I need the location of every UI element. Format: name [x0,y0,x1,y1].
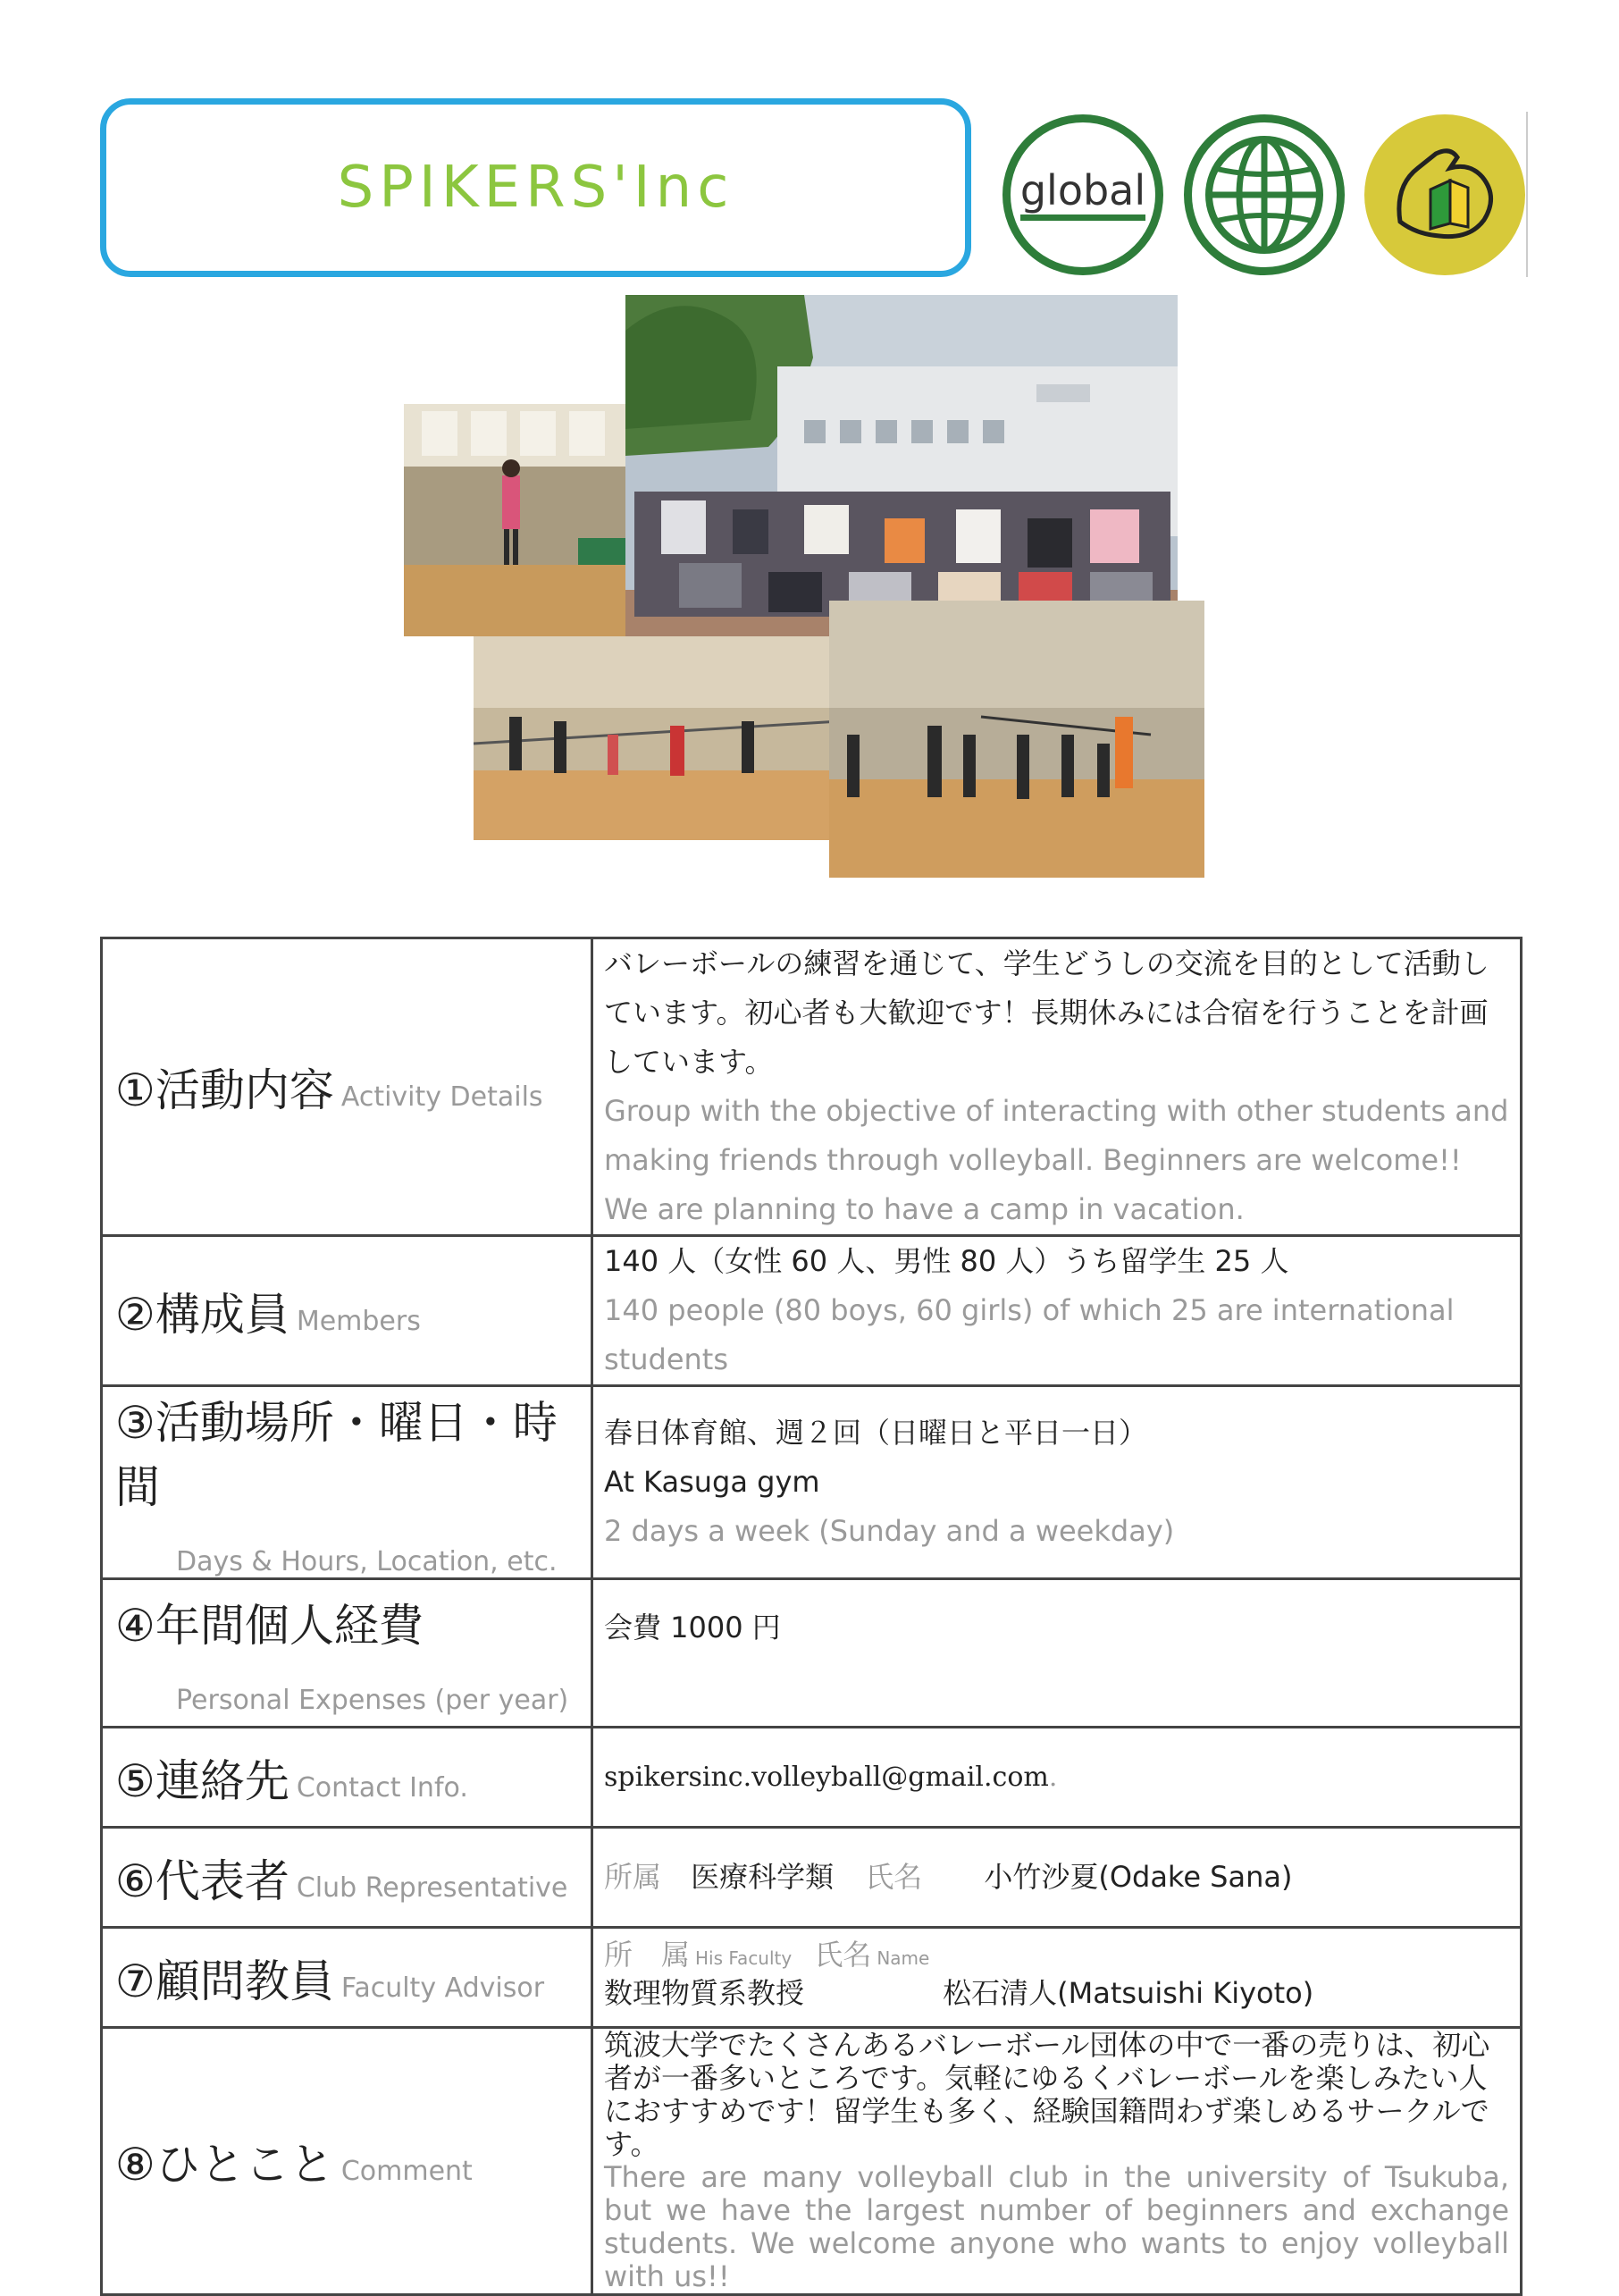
advisor-name: 松石清人(Matsuishi Kiyoto) [943,1975,1314,2010]
row-label [102,1386,592,1579]
table-row [102,1928,1522,2028]
activity-text-en: Group with the objective of interacting with other students and making friends through volleyball. Beginners are welcome!! We are planning to have a camp in vacation. [604,1094,1509,1226]
row-label-jp: 活動内容 [155,1064,334,1116]
photo-gym-match [829,601,1204,878]
row-label-en: Comment [340,2156,473,2187]
global-badge-text: global [1020,170,1145,221]
club-title: SPIKERS'Inc [337,155,734,221]
row-content [592,1579,1522,1728]
divider-line [1526,112,1528,277]
affiliation-label: 所 属 [604,1937,691,1972]
name-label: 氏名 [865,1860,923,1894]
table-row [102,1579,1522,1728]
global-badge [1002,114,1163,275]
location-text-en: At Kasuga gym [604,1465,820,1499]
row-label [102,1928,592,2028]
email-trailing-dot: . [1048,1762,1058,1793]
row-number: ⑧ [115,2139,155,2191]
table-row [102,1728,1522,1828]
row-number: ③ [115,1397,155,1449]
row-label-jp: 代表者 [155,1854,289,1907]
row-number: ② [115,1288,155,1341]
name-label: 氏名 [814,1937,872,1972]
title-box [100,98,971,277]
affiliation-value: 医療科学類 [691,1860,835,1894]
row-content [592,938,1522,1236]
globe-icon [1184,114,1345,275]
representative-name: 小竹沙夏(Odake Sana) [984,1860,1293,1894]
row-label-en: Club Representative [296,1871,568,1904]
members-text-en: 140 people (80 boys, 60 girls) of which 25 are international students [604,1293,1455,1376]
row-label [102,2028,592,2295]
affiliation-value: 数理物質系教授 [604,1975,805,2010]
members-text-jp: 140 人（女性 60 人、男性 80 人）うち留学生 25 人 [604,1244,1289,1278]
row-label-en: Members [296,1305,421,1337]
info-table [100,937,1523,2296]
name-label-en: Name [877,1947,930,1969]
row-content [592,1728,1522,1828]
row-label-jp: 連絡先 [155,1754,289,1807]
muscle-beginner-icon [1364,114,1525,275]
row-label-jp: 構成員 [155,1288,289,1341]
row-label [102,1236,592,1386]
row-number: ⑥ [115,1854,155,1907]
row-number: ⑤ [115,1754,155,1807]
row-label-jp: 年間個人経費 [155,1600,424,1652]
activity-text-jp: バレーボールの練習を通じて、学生どうしの交流を目的として活動しています。初心者も大歓迎です！長期休みには合宿を行うことを計画しています。 [604,946,1489,1079]
affiliation-label-en: His Faculty [695,1947,793,1969]
row-label-en: Contact Info. [296,1771,468,1804]
row-number: ① [115,1064,155,1116]
row-number: ④ [115,1600,155,1652]
contact-email[interactable]: spikersinc.volleyball@gmail.com [604,1762,1049,1793]
row-label [102,1828,592,1928]
row-content [592,1828,1522,1928]
table-row [102,1386,1522,1579]
row-label-jp: 活動場所・曜日・時間 [115,1397,558,1513]
table-row [102,938,1522,1236]
affiliation-label: 所属 [604,1860,662,1894]
table-row [102,1828,1522,1928]
row-label [102,938,592,1236]
expenses-text: 会費 1000 円 [604,1611,781,1644]
row-content [592,1236,1522,1386]
row-content [592,2028,1522,2295]
row-label [102,1728,592,1828]
table-row [102,1236,1522,1386]
row-content [592,1928,1522,2028]
row-label-en: Activity Details [340,1081,543,1113]
comment-text-jp: 筑波大学でたくさんあるバレーボール団体の中で一番の売りは、初心者が一番多いところです。気軽にゆるくバレーボールを楽しみたい人におすすめです！留学生も多く、経験国籍問わず楽しめるサークルです。 [604,2028,1490,2161]
photo-gym-play [474,636,840,840]
location-text-jp: 春日体育館、週２回（日曜日と平日一日） [604,1416,1148,1450]
row-number: ⑦ [115,1955,155,2007]
row-label-en: Days & Hours, Location, etc. [176,1546,558,1577]
row-label [102,1579,592,1728]
comment-text-en: There are many volleyball club in the university of Tsukuba, but we have the largest number of beginners and exchange students. We welcome anyone who wants to enjoy volleyball with us!! [604,2160,1509,2293]
row-label-en: Faculty Advisor [340,1972,545,2004]
row-content [592,1386,1522,1579]
table-row [102,2028,1522,2295]
photo-gym-serve [404,404,627,636]
row-label-en: Personal Expenses (per year) [176,1685,569,1716]
row-label-jp: ひとこと [155,2139,334,2191]
row-label-jp: 顧問教員 [155,1955,334,2007]
schedule-text-en: 2 days a week (Sunday and a weekday) [604,1514,1175,1548]
